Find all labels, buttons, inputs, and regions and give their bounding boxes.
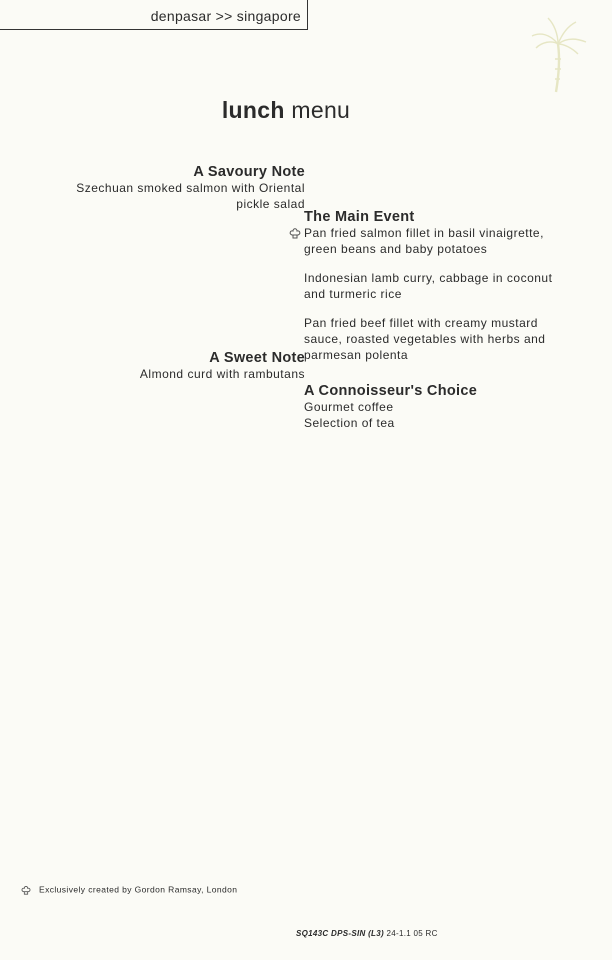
connoisseur-line: Selection of tea	[304, 416, 395, 430]
menu-title	[0, 97, 612, 124]
connoisseur-line: Gourmet coffee	[304, 400, 394, 414]
sweet-section	[140, 350, 305, 382]
main-dish-line: Indonesian lamb curry, cabbage in coconut	[304, 271, 553, 285]
flight-code: SQ143C DPS-SIN (L3)	[296, 929, 384, 938]
menu-title-bold: lunch	[221, 97, 285, 123]
chef-hat-icon	[289, 226, 301, 240]
menu-title-rest: menu	[291, 97, 351, 123]
savoury-section	[76, 164, 305, 212]
main-heading: The Main Event	[304, 209, 415, 225]
main-dish-line: sauce, roasted vegetables with herbs and	[304, 332, 546, 346]
connoisseur-section	[304, 383, 477, 431]
main-dish-line: and turmeric rice	[304, 287, 402, 301]
menu-ref: 24-1.1 05 RC	[386, 929, 438, 938]
palm-tree-icon	[528, 14, 590, 94]
main-dish-line: Pan fried beef fillet with creamy mustard	[304, 316, 538, 330]
main-dish-line: green beans and baby potatoes	[304, 242, 488, 256]
savoury-heading: A Savoury Note	[193, 164, 305, 180]
route-banner	[0, 0, 308, 30]
main-dish-line: parmesan polenta	[304, 348, 409, 362]
main-section	[304, 209, 552, 363]
sweet-heading: A Sweet Note	[209, 350, 305, 366]
sweet-line: Almond curd with rambutans	[139, 367, 305, 381]
connoisseur-heading: A Connoisseur's Choice	[304, 383, 478, 399]
footnote	[21, 884, 237, 896]
savoury-line: Szechuan smoked salmon with Oriental	[76, 181, 305, 195]
chef-hat-icon	[21, 884, 31, 896]
footnote-text: Exclusively created by Gordon Ramsay, London	[39, 884, 238, 895]
main-dish-line: Pan fried salmon fillet in basil vinaigrette,	[304, 226, 544, 240]
savoury-line: pickle salad	[236, 197, 305, 211]
menu-code	[296, 929, 438, 938]
route-text: denpasar >> singapore	[150, 8, 301, 24]
